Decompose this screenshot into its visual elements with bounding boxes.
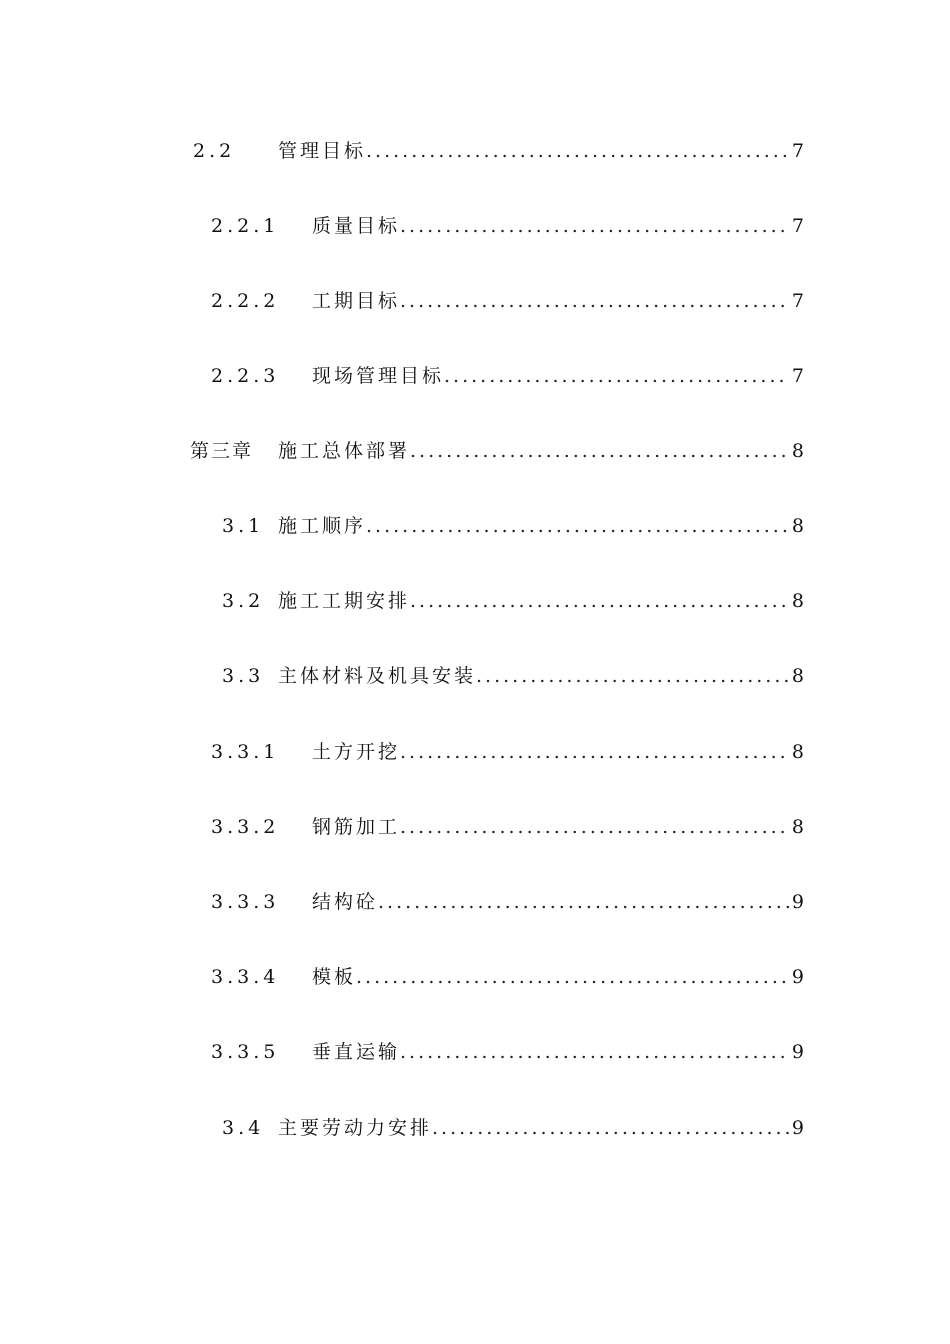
toc-entry-page: 7 <box>791 215 804 237</box>
toc-entry-page: 8 <box>791 665 804 687</box>
toc-entry-number: 3.3.1 <box>211 741 280 763</box>
toc-entry-number: 2.2 <box>193 140 236 162</box>
toc-dot-leader <box>366 511 789 541</box>
toc-entry-title: 主体材料及机具安装 <box>278 665 477 687</box>
toc-entry[interactable] <box>0 211 950 241</box>
toc-entry[interactable] <box>0 511 950 541</box>
toc-entry-page: 7 <box>791 140 804 162</box>
toc-entry[interactable] <box>0 737 950 767</box>
toc-entry-title: 施工工期安排 <box>278 590 411 612</box>
toc-entry-title: 管理目标 <box>278 140 367 162</box>
toc-entry-number: 3.3.5 <box>211 1041 280 1063</box>
toc-entry[interactable] <box>0 812 950 842</box>
toc-entry-number: 3.3.2 <box>211 816 280 838</box>
toc-chapter-number: 第三章 <box>190 440 254 462</box>
toc-entry-title: 现场管理目标 <box>312 365 445 387</box>
toc-entry-title: 施工顺序 <box>278 515 367 537</box>
toc-entry-title: 垂直运输 <box>312 1041 401 1063</box>
toc-dot-leader <box>410 436 789 466</box>
toc-entry-number: 2.2.3 <box>211 365 280 387</box>
toc-entry-title: 工期目标 <box>312 290 401 312</box>
toc-entry-number: 3.3.3 <box>211 891 280 913</box>
toc-entry-page: 9 <box>791 1041 804 1063</box>
toc-dot-leader <box>366 136 789 166</box>
toc-entry-page: 9 <box>791 966 804 988</box>
toc-entry-page: 7 <box>791 365 804 387</box>
toc-entry-page: 9 <box>791 891 804 913</box>
toc-entry-title: 土方开挖 <box>312 741 401 763</box>
toc-entry-page: 8 <box>791 440 804 462</box>
toc-entry-page: 9 <box>791 1117 804 1139</box>
toc-entry-title: 钢筋加工 <box>312 816 401 838</box>
toc-entry-number: 3.2 <box>222 590 265 612</box>
toc-dot-leader <box>356 962 789 992</box>
toc-dot-leader <box>400 812 789 842</box>
toc-dot-leader <box>400 211 789 241</box>
toc-entry-title: 施工总体部署 <box>278 440 411 462</box>
toc-entry-page: 8 <box>791 816 804 838</box>
toc-entry-page: 8 <box>791 590 804 612</box>
toc-entry-title: 模板 <box>312 966 357 988</box>
toc-entry-number: 3.1 <box>222 515 265 537</box>
toc-entry-title: 质量目标 <box>312 215 401 237</box>
toc-entry-title: 主要劳动力安排 <box>278 1117 433 1139</box>
toc-entry[interactable] <box>0 887 950 917</box>
toc-entry[interactable] <box>0 1113 950 1143</box>
toc-chapter-entry[interactable] <box>0 436 950 466</box>
toc-entry-number: 3.4 <box>222 1117 265 1139</box>
toc-entry-title: 结构砼 <box>312 891 379 913</box>
toc-entry[interactable] <box>0 286 950 316</box>
toc-dot-leader <box>378 887 789 917</box>
toc-entry-number: 3.3.4 <box>211 966 280 988</box>
toc-entry-page: 8 <box>791 515 804 537</box>
toc-entry-number: 3.3 <box>222 665 265 687</box>
toc-entry-page: 7 <box>791 290 804 312</box>
toc-dot-leader <box>400 286 789 316</box>
toc-dot-leader <box>400 1037 789 1067</box>
toc-dot-leader <box>432 1113 789 1143</box>
toc-entry[interactable] <box>0 136 950 166</box>
toc-entry-number: 2.2.2 <box>211 290 280 312</box>
toc-entry-number: 2.2.1 <box>211 215 280 237</box>
toc-entry[interactable] <box>0 962 950 992</box>
toc-entry[interactable] <box>0 361 950 391</box>
toc-entry[interactable] <box>0 586 950 616</box>
toc-entry[interactable] <box>0 661 950 691</box>
toc-dot-leader <box>476 661 789 691</box>
toc-dot-leader <box>444 361 789 391</box>
toc-dot-leader <box>400 737 789 767</box>
toc-entry-page: 8 <box>791 741 804 763</box>
toc-entry[interactable] <box>0 1037 950 1067</box>
toc-dot-leader <box>410 586 789 616</box>
